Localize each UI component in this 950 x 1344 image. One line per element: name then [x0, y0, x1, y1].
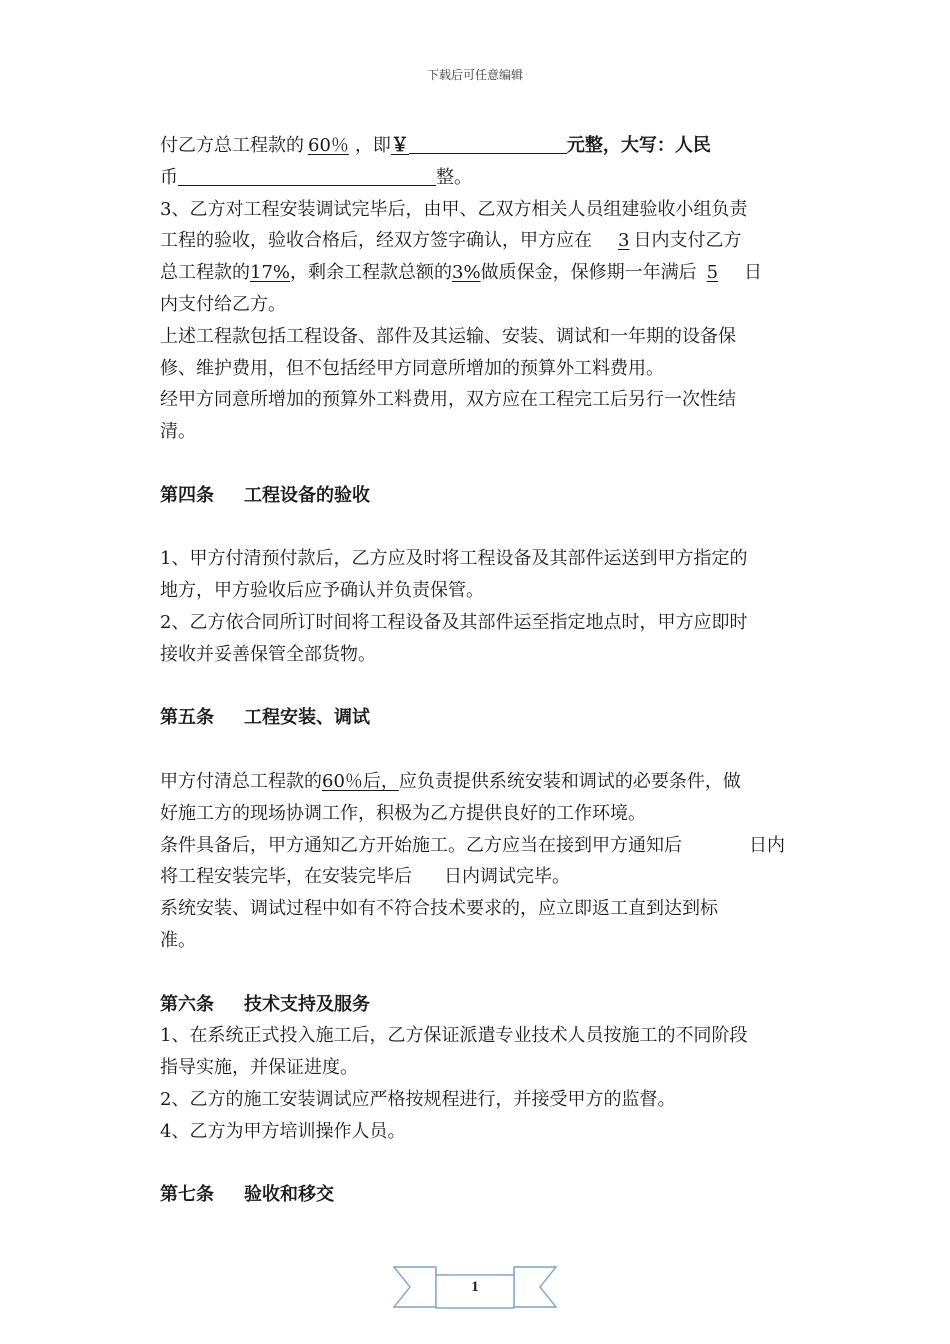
article-5-line-3: 条件具备后，甲方通知乙方开始施工。乙方应当在接到甲方通知后 日内 — [160, 834, 785, 856]
underlined-percent: 17% — [250, 262, 291, 284]
underlined-percent: 3% — [452, 262, 481, 284]
page-header: 下载后可任意编辑 — [426, 68, 523, 82]
article-5-line-2: 好施工方的现场协调工作，积极为乙方提供良好的工作环境。 — [160, 802, 646, 824]
clause3-line-3: 总工程款的17%，剩余工程款总额的3%做质保金，保修期一年满后 5 日 — [160, 262, 763, 284]
article-5-line-1: 甲方付清总工程款的60％后，应负责提供系统安装和调试的必要条件，做 — [160, 770, 741, 792]
underlined-percent: 60％后， — [322, 770, 399, 792]
underlined-percent: 60％ — [308, 135, 349, 156]
page-number-ribbon — [392, 1262, 558, 1312]
article-6-line-4: 4、乙方为甲方培训操作人员。 — [160, 1120, 406, 1142]
article-7-heading: 第七条 验收和移交 — [160, 1184, 334, 1206]
clause3-line-1: 3、乙方对工程安装调试完毕后，由甲、乙双方相关人员组建验收小组负责 — [160, 198, 748, 220]
payment-line-1 — [160, 130, 785, 162]
clause3-line-2: 工程的验收，验收合格后，经双方签字确认，甲方应在 3 日内支付乙方 — [160, 230, 742, 252]
text: ，即 — [354, 135, 391, 156]
article-4-line-1: 1、甲方付清预付款后，乙方应及时将工程设备及其部件运送到甲方指定的 — [160, 548, 748, 570]
page-number: 1 — [471, 1279, 479, 1295]
article-5-line-4: 将工程安装完毕，在安装完毕后 日内调试完毕。 — [160, 866, 570, 888]
underlined-days: 3 — [618, 230, 630, 252]
article-4-line-3: 2、乙方依合同所订时间将工程设备及其部件运至指定地点时，甲方应即时 — [160, 611, 748, 633]
clause3-line-5: 上述工程款包括工程设备、部件及其运输、安装、调试和一年期的设备保 — [160, 325, 736, 347]
article-5-heading: 第五条 工程安装、调试 — [160, 707, 370, 729]
article-5-line-5: 系统安装、调试过程中如有不符合技术要求的，应立即返工直到达到标 — [160, 898, 718, 920]
clause3-line-4: 内支付给乙方。 — [160, 293, 286, 315]
payment-line-2 — [160, 162, 785, 194]
clause3-line-7: 经甲方同意所增加的预算外工料费用，双方应在工程完工后另行一次性结 — [160, 389, 736, 411]
clause3-line-6: 修、维护费用，但不包括经甲方同意所增加的预算外工料费用。 — [160, 357, 664, 379]
amount-blank — [409, 133, 567, 154]
article-4-line-2: 地方，甲方验收后应予确认并负责保管。 — [160, 580, 484, 602]
article-4-line-4: 接收并妥善保管全部货物。 — [160, 643, 376, 665]
article-5-line-6: 准。 — [160, 929, 196, 951]
article-6-line-3: 2、乙方的施工安装调试应严格按规程进行，并接受甲方的监督。 — [160, 1088, 676, 1110]
article-6-heading: 第六条 技术支持及服务 — [160, 993, 370, 1015]
article-6-line-1: 1、在系统正式投入施工后，乙方保证派遣专业技术人员按施工的不同阶段 — [160, 1025, 748, 1047]
amount-words-blank — [178, 165, 436, 186]
clause3-line-8: 清。 — [160, 421, 196, 443]
article-4-heading: 第四条 工程设备的验收 — [160, 484, 370, 506]
article-6-line-2: 指导实施，并保证进度。 — [160, 1057, 358, 1079]
yen-symbol: ￥ — [390, 135, 409, 156]
document-body — [160, 130, 785, 1211]
text: 整。 — [436, 166, 472, 188]
underlined-days: 5 — [706, 262, 719, 284]
text: 元整，大写：人民 — [566, 135, 711, 156]
text: 币 — [160, 166, 178, 188]
text: 付乙方总工程款的 — [160, 135, 304, 156]
